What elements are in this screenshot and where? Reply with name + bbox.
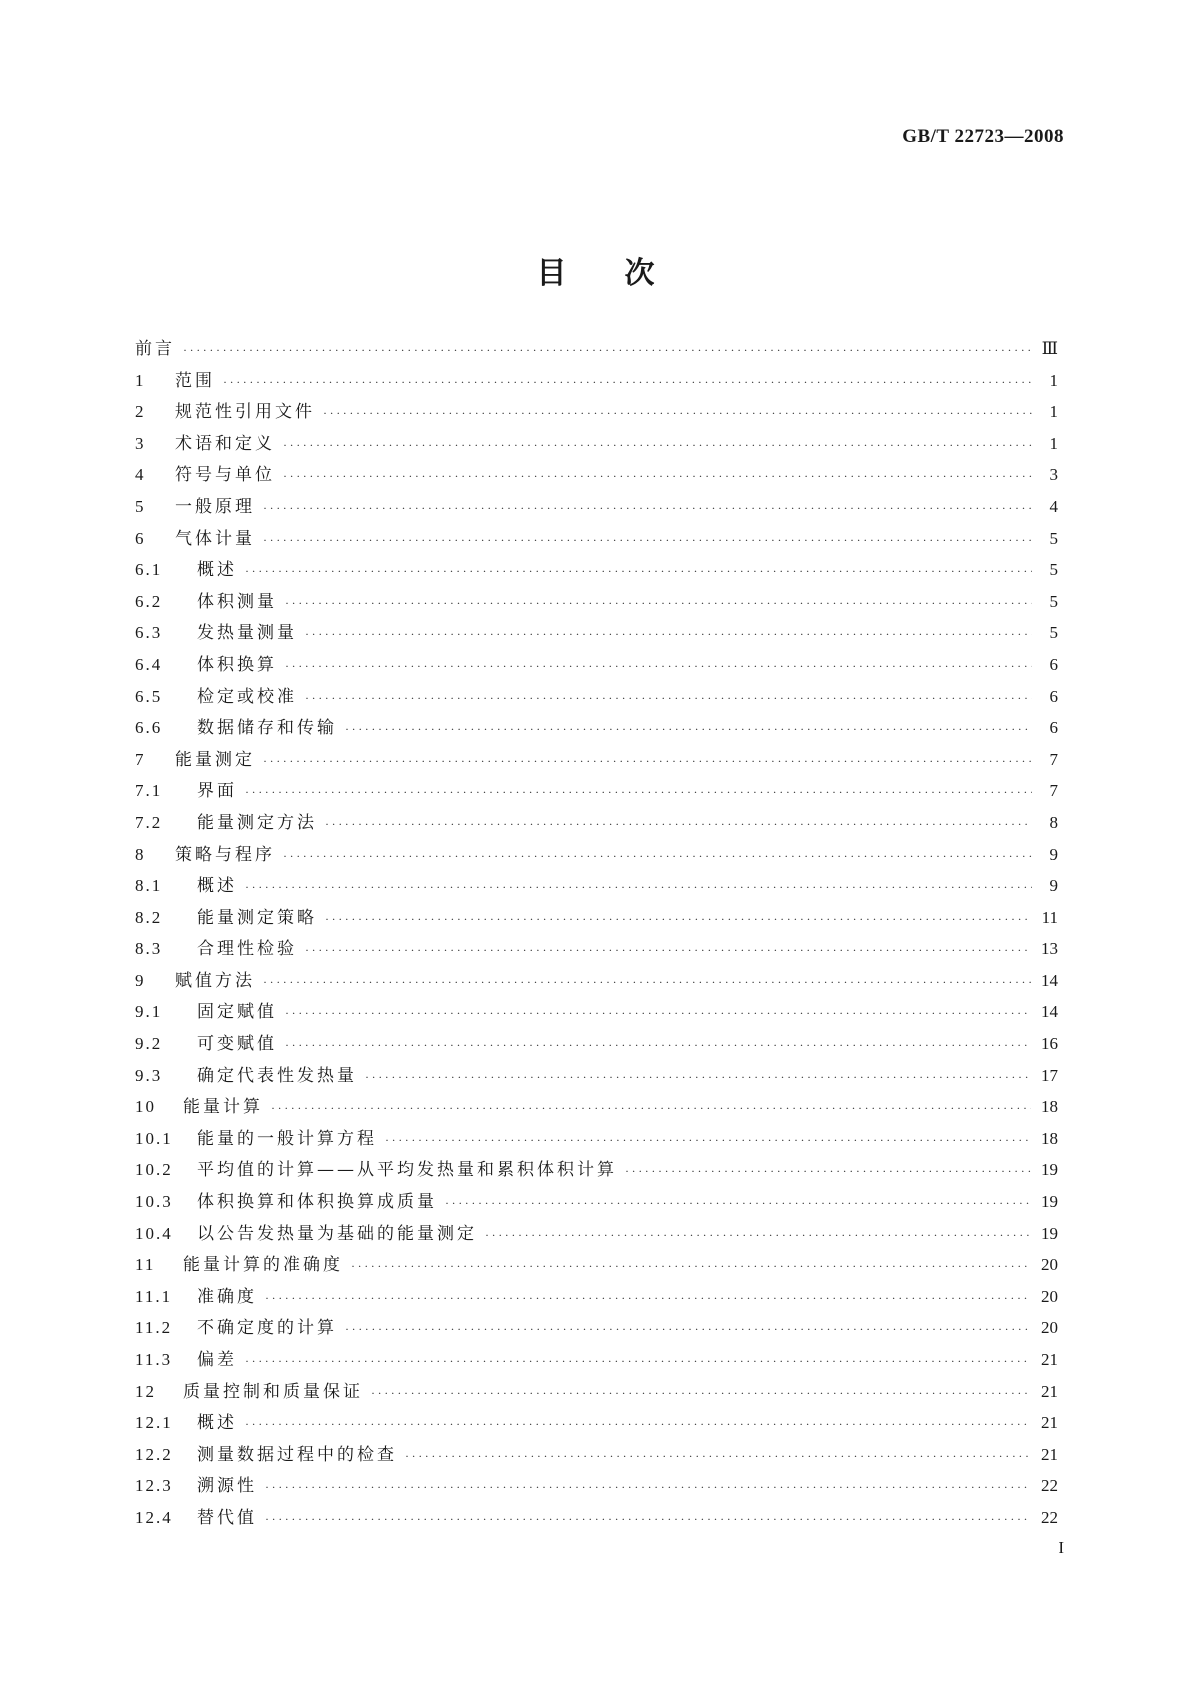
toc-entry-title: 能量测定 <box>175 749 255 770</box>
toc-entry-number: 4 <box>135 465 146 485</box>
toc-entry-title: 数据储存和传输 <box>197 718 337 739</box>
toc-entry-page: 7 <box>1049 749 1058 769</box>
toc-leader-dots <box>323 398 1032 430</box>
toc-entry-page: 16 <box>1041 1034 1058 1054</box>
toc-entry-title: 体积测量 <box>197 591 277 612</box>
toc-entry-page: 19 <box>1041 1160 1058 1180</box>
toc-entry-title: 规范性引用文件 <box>175 402 315 423</box>
toc-entry-page: 19 <box>1041 1223 1058 1243</box>
toc-entry-title: 概述 <box>197 560 237 581</box>
toc-leader-dots <box>325 904 1032 936</box>
toc-entry-title: 以公告发热量为基础的能量测定 <box>197 1223 477 1244</box>
toc-leader-dots <box>445 1188 1031 1220</box>
toc-entry-number: 10.2 <box>135 1160 173 1180</box>
toc-entry-title: 能量测定方法 <box>197 812 317 833</box>
toc-entry[interactable] <box>135 1376 1058 1408</box>
toc-entry-page: 22 <box>1041 1507 1058 1527</box>
toc-entry-title: 一般原理 <box>175 496 255 517</box>
toc-leader-dots <box>223 367 1032 399</box>
toc-entry-page: 20 <box>1041 1318 1058 1338</box>
toc-leader-dots <box>265 1283 1031 1315</box>
toc-entry-number: 9.1 <box>135 1002 163 1022</box>
toc-entry-page: 6 <box>1049 654 1058 674</box>
toc-entry[interactable] <box>135 807 1058 839</box>
toc-entry[interactable] <box>135 902 1058 934</box>
toc-leader-dots <box>263 967 1031 999</box>
toc-leader-dots <box>263 493 1032 525</box>
toc-entry-page: 20 <box>1041 1255 1058 1275</box>
toc-entry-number: 2 <box>135 402 146 422</box>
toc-leader-dots <box>245 1409 1031 1441</box>
toc-entry[interactable] <box>135 459 1058 491</box>
toc-leader-dots <box>245 872 1032 904</box>
toc-entry-number: 5 <box>135 496 146 516</box>
toc-entry-title: 替代值 <box>197 1507 257 1528</box>
toc-entry[interactable] <box>135 775 1058 807</box>
toc-entry-title: 概述 <box>197 876 237 897</box>
toc-entry-page: 8 <box>1049 812 1058 832</box>
toc-entry-number: 10 <box>135 1097 156 1117</box>
toc-entry-page: 18 <box>1041 1097 1058 1117</box>
toc-leader-dots <box>265 1504 1031 1536</box>
toc-entry-page: 21 <box>1041 1413 1058 1433</box>
toc-entry[interactable] <box>135 491 1058 523</box>
toc-entry-number: 8.2 <box>135 907 163 927</box>
toc-entry-number: 9.3 <box>135 1065 163 1085</box>
toc-entry[interactable] <box>135 1281 1058 1313</box>
toc-entry-number: 12 <box>135 1381 156 1401</box>
toc-leader-dots <box>305 619 1032 651</box>
toc-entry-page: 9 <box>1049 844 1058 864</box>
toc-entry-page: 5 <box>1049 591 1058 611</box>
toc-leader-dots <box>345 1314 1031 1346</box>
toc-entry-page: 5 <box>1049 528 1058 548</box>
toc-entry[interactable] <box>135 996 1058 1028</box>
toc-entry-number: 6.6 <box>135 718 163 738</box>
toc-entry-number: 9.2 <box>135 1034 163 1054</box>
toc-entry-title: 能量测定策略 <box>197 907 317 928</box>
toc-entry[interactable] <box>135 365 1058 397</box>
toc-entry[interactable] <box>135 1312 1058 1344</box>
toc-leader-dots <box>305 935 1031 967</box>
toc-entry-title: 固定赋值 <box>197 1002 277 1023</box>
toc-entry-page: 1 <box>1049 433 1058 453</box>
toc-entry-title: 合理性检验 <box>197 939 297 960</box>
toc-entry[interactable] <box>135 1502 1058 1534</box>
toc-leader-dots <box>245 1346 1031 1378</box>
toc-entry[interactable] <box>135 1154 1058 1186</box>
toc-entry-title: 术语和定义 <box>175 433 275 454</box>
toc-entry[interactable] <box>135 965 1058 997</box>
toc-entry[interactable] <box>135 1407 1058 1439</box>
toc-entry[interactable] <box>135 933 1058 965</box>
toc-entry-number: 3 <box>135 433 146 453</box>
toc-entry-page: 22 <box>1041 1476 1058 1496</box>
toc-entry[interactable] <box>135 1186 1058 1218</box>
toc-entry-number: 12.3 <box>135 1476 173 1496</box>
toc-entry-number: 6.1 <box>135 560 163 580</box>
page-number: I <box>1058 1538 1064 1557</box>
toc-leader-dots <box>283 841 1032 873</box>
toc-entry-number: 6 <box>135 528 146 548</box>
toc-entry-title: 检定或校准 <box>197 686 297 707</box>
toc-entry-page: 5 <box>1049 560 1058 580</box>
toc-entry-number: 12.1 <box>135 1413 173 1433</box>
toc-entry-title: 偏差 <box>197 1350 237 1370</box>
toc-entry-title: 可变赋值 <box>197 1034 277 1055</box>
toc-entry[interactable] <box>135 554 1058 586</box>
toc-leader-dots <box>245 556 1032 588</box>
toc-leader-dots <box>405 1441 1031 1473</box>
toc-entry-number: 8 <box>135 844 146 864</box>
toc-entry[interactable] <box>135 1123 1058 1155</box>
toc-entry[interactable] <box>135 712 1058 744</box>
toc-entry-number: 11.1 <box>135 1286 173 1306</box>
toc-leader-dots <box>351 1251 1031 1283</box>
toc-entry-number: 6.4 <box>135 654 163 674</box>
toc-leader-dots <box>285 588 1032 620</box>
toc-entry-title: 能量计算的准确度 <box>183 1255 343 1276</box>
toc-entry-title: 赋值方法 <box>175 970 255 991</box>
toc-leader-dots <box>285 998 1031 1030</box>
toc-entry[interactable] <box>135 1028 1058 1060</box>
toc-leader-dots <box>283 430 1032 462</box>
toc-entry-page: 17 <box>1041 1065 1058 1085</box>
toc-entry[interactable] <box>135 428 1058 460</box>
toc-entry-page: 6 <box>1049 686 1058 706</box>
toc-entry-number: 8.3 <box>135 939 163 959</box>
toc-entry-page: 21 <box>1041 1444 1058 1464</box>
toc-leader-dots <box>285 651 1032 683</box>
toc-entry-number: 6.5 <box>135 686 163 706</box>
toc-entry-title: 不确定度的计算 <box>197 1318 337 1339</box>
toc-leader-dots <box>245 777 1032 809</box>
toc-entry-title: 范围 <box>175 370 215 391</box>
toc-entry-page: 14 <box>1041 1002 1058 1022</box>
toc-entry[interactable] <box>135 1470 1058 1502</box>
toc-leader-dots <box>263 746 1032 778</box>
page-title: 目次 <box>536 256 713 292</box>
toc-entry[interactable] <box>135 681 1058 713</box>
toc-entry-number: 6.2 <box>135 591 163 611</box>
toc-leader-dots <box>183 335 1032 367</box>
toc-entry-number: 7.1 <box>135 781 163 801</box>
toc-entry[interactable] <box>135 1218 1058 1250</box>
toc-leader-dots <box>371 1378 1031 1410</box>
toc-entry-title: 准确度 <box>197 1286 257 1307</box>
toc-entry-page: 1 <box>1049 370 1058 390</box>
toc-entry[interactable] <box>135 586 1058 618</box>
toc-entry-number: 9 <box>135 970 146 990</box>
toc-entry-page: 21 <box>1041 1350 1058 1369</box>
toc-entry[interactable] <box>135 1344 1058 1376</box>
toc-entry-page: 20 <box>1041 1286 1058 1306</box>
toc-entry-page: 14 <box>1041 970 1058 990</box>
toc-entry[interactable] <box>135 1060 1058 1092</box>
toc-leader-dots <box>285 1030 1031 1062</box>
toc-entry[interactable] <box>135 839 1058 871</box>
toc-entry-number: 1 <box>135 370 146 390</box>
standard-code: GB/T 22723—2008 <box>902 126 1064 147</box>
toc-entry-title: 符号与单位 <box>175 465 275 486</box>
toc-entry[interactable] <box>135 617 1058 649</box>
toc-entry-title: 策略与程序 <box>175 844 275 865</box>
toc-entry-number: 6.3 <box>135 623 163 643</box>
table-of-contents <box>135 333 1058 1534</box>
toc-leader-dots <box>485 1220 1031 1252</box>
toc-entry-number: 11.2 <box>135 1318 173 1338</box>
toc-entry[interactable] <box>135 649 1058 681</box>
toc-entry-number: 10.3 <box>135 1192 173 1212</box>
toc-entry-title: 发热量测量 <box>197 623 297 644</box>
toc-entry-page: 11 <box>1041 907 1058 927</box>
toc-entry-title: 前言 <box>135 339 175 359</box>
toc-entry-number: 11 <box>135 1255 156 1275</box>
toc-entry-page: 19 <box>1041 1192 1058 1212</box>
toc-entry-title: 平均值的计算——从平均发热量和累积体积计算 <box>197 1160 617 1181</box>
toc-entry-page: Ⅲ <box>1041 339 1058 358</box>
toc-entry-number: 12.2 <box>135 1444 173 1464</box>
toc-leader-dots <box>263 525 1032 557</box>
toc-entry-page: 5 <box>1049 623 1058 643</box>
toc-leader-dots <box>365 1062 1031 1094</box>
toc-entry-number: 7.2 <box>135 812 163 832</box>
toc-entry-title: 测量数据过程中的检查 <box>197 1444 397 1465</box>
toc-entry-page: 3 <box>1049 465 1058 485</box>
toc-leader-dots <box>265 1472 1031 1504</box>
toc-entry-page: 13 <box>1041 939 1058 959</box>
toc-entry-title: 气体计量 <box>175 528 255 549</box>
toc-leader-dots <box>271 1093 1031 1125</box>
toc-entry-title: 溯源性 <box>197 1476 257 1497</box>
toc-leader-dots <box>283 461 1032 493</box>
toc-entry-page: 1 <box>1049 402 1058 422</box>
toc-entry-title: 概述 <box>197 1413 237 1434</box>
toc-entry-number: 10.1 <box>135 1128 173 1148</box>
toc-entry-title: 确定代表性发热量 <box>197 1065 357 1086</box>
toc-entry-title: 体积换算 <box>197 654 277 675</box>
toc-entry[interactable] <box>135 1091 1058 1123</box>
toc-leader-dots <box>625 1156 1031 1188</box>
toc-entry[interactable] <box>135 744 1058 776</box>
toc-leader-dots <box>305 683 1032 715</box>
toc-entry-page: 18 <box>1041 1128 1058 1148</box>
toc-entry-number: 8.1 <box>135 876 163 896</box>
toc-entry-title: 界面 <box>197 781 237 802</box>
toc-entry[interactable] <box>135 870 1058 902</box>
toc-entry-title: 能量的一般计算方程 <box>197 1128 377 1149</box>
toc-entry-number: 7 <box>135 749 146 769</box>
toc-entry-page: 6 <box>1049 718 1058 738</box>
toc-leader-dots <box>385 1125 1031 1157</box>
toc-entry-title: 体积换算和体积换算成质量 <box>197 1192 437 1213</box>
toc-entry-title: 质量控制和质量保证 <box>183 1381 363 1402</box>
toc-entry-number: 12.4 <box>135 1507 173 1527</box>
toc-entry[interactable] <box>135 1439 1058 1471</box>
toc-entry[interactable] <box>135 396 1058 428</box>
toc-entry-page: 4 <box>1049 496 1058 516</box>
toc-entry-page: 21 <box>1041 1381 1058 1401</box>
toc-leader-dots <box>345 714 1032 746</box>
toc-entry-title: 能量计算 <box>183 1097 263 1118</box>
toc-entry-page: 7 <box>1049 781 1058 801</box>
toc-entry-number: 11.3 <box>135 1350 173 1369</box>
toc-entry-page: 9 <box>1049 876 1058 896</box>
toc-entry[interactable] <box>135 333 1058 365</box>
toc-entry[interactable] <box>135 523 1058 555</box>
toc-entry-number: 10.4 <box>135 1223 173 1243</box>
toc-entry[interactable] <box>135 1249 1058 1281</box>
toc-leader-dots <box>325 809 1032 841</box>
